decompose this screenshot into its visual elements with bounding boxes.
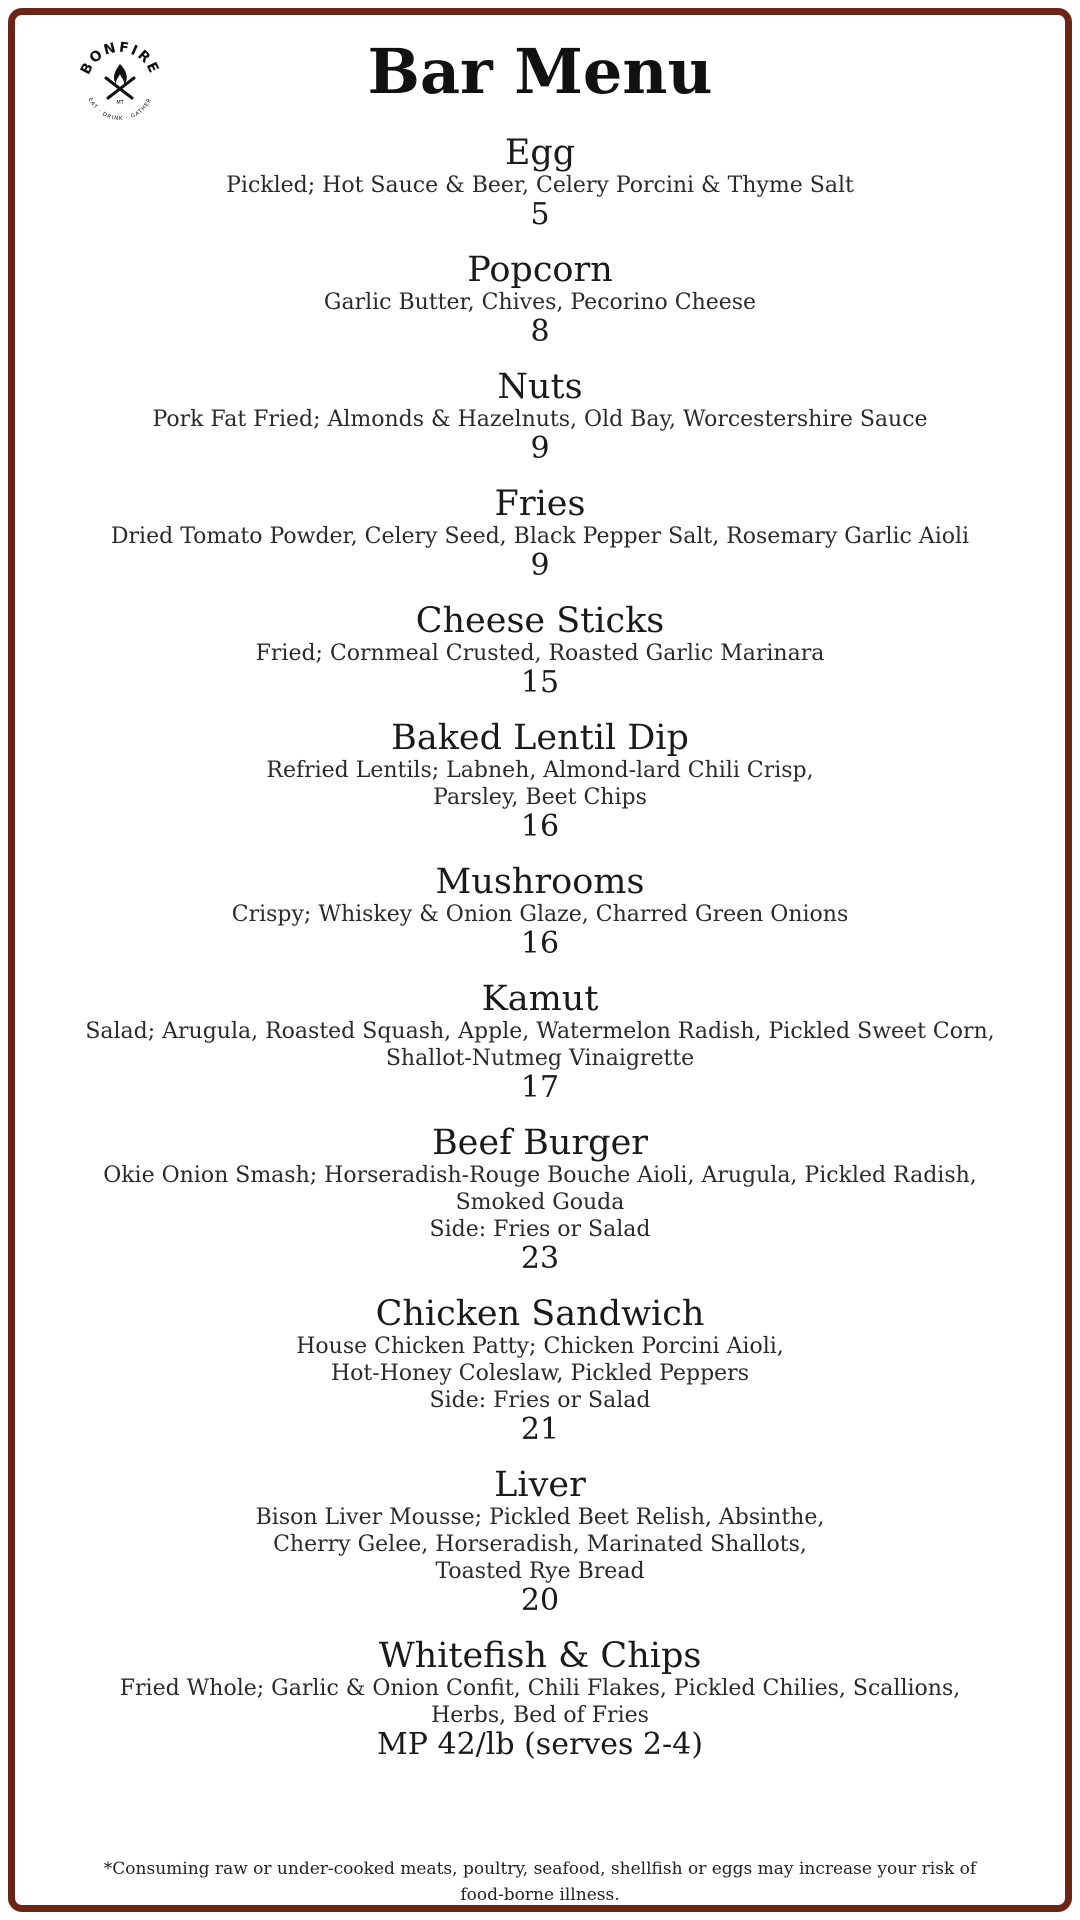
- menu-item-description: Fried Whole; Garlic & Onion Confit, Chili Flakes, Pickled Chilies, Scallions,: [119, 1676, 961, 1701]
- menu-item-price: 16: [520, 926, 560, 961]
- menu-item-price: 20: [520, 1583, 560, 1618]
- menu-item: [60, 719, 1020, 843]
- menu-item-name: Kamut: [481, 979, 599, 1019]
- menu-item-name: Beef Burger: [431, 1123, 649, 1163]
- menu-item-name: Whitefish & Chips: [378, 1636, 702, 1676]
- menu-item-price: 9: [530, 548, 550, 583]
- menu-item-description: Garlic Butter, Chives, Pecorino Cheese: [323, 290, 757, 315]
- menu-item-description: Salad; Arugula, Roasted Squash, Apple, Watermelon Radish, Pickled Sweet Corn,: [85, 1019, 995, 1044]
- menu-item-name: Nuts: [497, 367, 583, 407]
- menu-item-description: Fried; Cornmeal Crusted, Roasted Garlic Marinara: [255, 641, 825, 666]
- food-safety-disclaimer: *Consuming raw or under-cooked meats, poultry, seafood, shellfish or eggs may increase your risk of food-borne illness.: [103, 1859, 977, 1905]
- menu-item-name: Baked Lentil Dip: [391, 718, 689, 758]
- menu-item: [60, 1295, 1020, 1446]
- menu-item: [60, 1466, 1020, 1617]
- menu-item-description: Okie Onion Smash; Horseradish-Rouge Bouche Aioli, Arugula, Pickled Radish,: [103, 1163, 977, 1188]
- menu-item-description: Crispy; Whiskey & Onion Glaze, Charred Green Onions: [231, 902, 849, 927]
- menu-item-name: Popcorn: [467, 250, 613, 290]
- menu-item: [60, 602, 1020, 699]
- menu-item-description: Herbs, Bed of Fries: [431, 1703, 649, 1728]
- menu-item-description: Shallot-Nutmeg Vinaigrette: [385, 1046, 695, 1071]
- menu-item-price: 21: [520, 1412, 560, 1447]
- menu-item: [60, 980, 1020, 1104]
- menu-item-name: Mushrooms: [435, 862, 645, 902]
- menu-item: [60, 134, 1020, 231]
- menu-item: [60, 863, 1020, 960]
- menu-item: [60, 1637, 1020, 1761]
- page-title: Bar Menu: [367, 35, 713, 108]
- logo-name: BONFIRE: [77, 39, 163, 78]
- menu-item-name: Liver: [494, 1465, 586, 1505]
- menu-item: [60, 485, 1020, 582]
- menu-item-price: 17: [520, 1070, 560, 1105]
- menu-item-description: Parsley, Beet Chips: [433, 785, 647, 810]
- menu-item-description: Side: Fries or Salad: [429, 1217, 651, 1242]
- logo-tagline: EAT · DRINK · GATHER: [86, 96, 154, 123]
- menu-item-description: Toasted Rye Bread: [435, 1559, 645, 1584]
- menu-item-description: Bison Liver Mousse; Pickled Beet Relish, Absinthe,: [255, 1505, 825, 1530]
- menu-item-price: 16: [520, 809, 560, 844]
- menu-item-name: Fries: [494, 484, 586, 524]
- menu-item-description: Refried Lentils; Labneh, Almond-lard Chili Crisp,: [266, 758, 814, 783]
- menu-item-description: Pickled; Hot Sauce & Beer, Celery Porcini & Thyme Salt: [226, 173, 854, 198]
- menu-item-description: Hot-Honey Coleslaw, Pickled Peppers: [331, 1361, 749, 1386]
- menu-item: [60, 1124, 1020, 1275]
- menu-item-price: 9: [530, 431, 550, 466]
- menu-item: [60, 251, 1020, 348]
- menu-item-price: 23: [520, 1241, 560, 1276]
- menu-item-description: Smoked Gouda: [455, 1190, 625, 1215]
- menu-item-description: Cherry Gelee, Horseradish, Marinated Shallots,: [273, 1532, 807, 1557]
- menu-item-price: 15: [520, 665, 560, 700]
- menu-item-description: House Chicken Patty; Chicken Porcini Aioli,: [296, 1334, 784, 1359]
- menu-item-name: Egg: [504, 133, 576, 173]
- menu-item-description: Dried Tomato Powder, Celery Seed, Black Pepper Salt, Rosemary Garlic Aioli: [110, 524, 970, 549]
- logo-location: MT: [116, 100, 124, 106]
- menu-item-price: MP 42/lb (serves 2-4): [377, 1727, 703, 1762]
- menu-item-name: Chicken Sandwich: [375, 1294, 705, 1334]
- menu-items: [60, 134, 1020, 1781]
- menu-item-price: 8: [530, 314, 550, 349]
- menu-item-name: Cheese Sticks: [415, 601, 665, 641]
- menu-item-price: 5: [530, 197, 550, 232]
- menu-item-description: Side: Fries or Salad: [429, 1388, 651, 1413]
- menu-item: [60, 368, 1020, 465]
- menu-item-description: Pork Fat Fried; Almonds & Hazelnuts, Old Bay, Worcestershire Sauce: [152, 407, 928, 432]
